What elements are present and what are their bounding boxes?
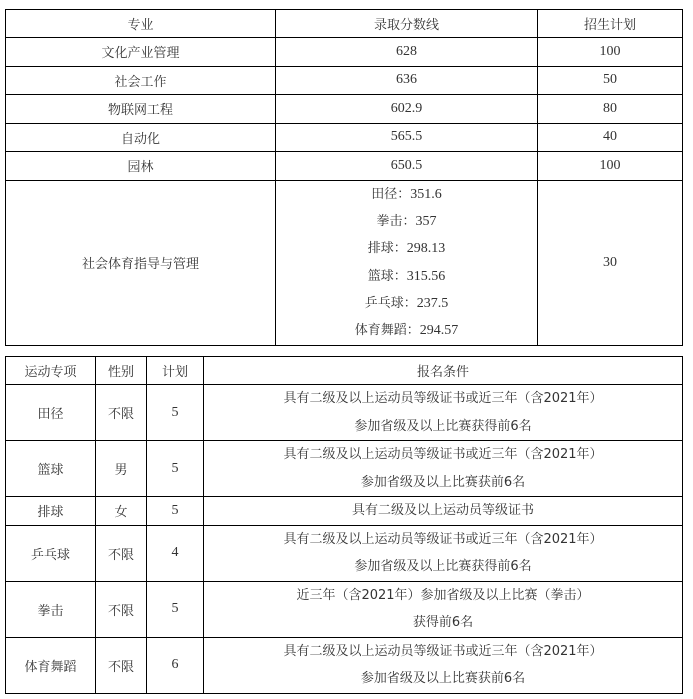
header-gender: 性别 bbox=[96, 357, 147, 385]
gender-cell: 女 bbox=[96, 497, 147, 526]
plan-cell: 50 bbox=[538, 66, 683, 95]
table-row bbox=[6, 38, 683, 67]
gender-cell: 不限 bbox=[96, 525, 147, 581]
score-line bbox=[276, 317, 537, 344]
major-cell: 自动化 bbox=[6, 123, 276, 152]
requirement-line: 具有二级及以上运动员等级证书或近三年（含2021年） bbox=[283, 391, 603, 406]
table-row-sports-major bbox=[6, 180, 683, 345]
score-label: 篮球： bbox=[367, 268, 407, 284]
header-sport: 运动专项 bbox=[6, 357, 96, 385]
score-label: 拳击： bbox=[376, 213, 416, 229]
score-line bbox=[276, 290, 537, 317]
requirements-cell bbox=[204, 385, 683, 441]
requirement-line: 近三年（含2021年）参加省级及以上比赛（拳击） bbox=[296, 587, 590, 603]
plan-cell: 100 bbox=[538, 152, 683, 181]
table-row bbox=[6, 497, 683, 526]
major-cell: 社会工作 bbox=[6, 66, 276, 95]
score-value: 298.13 bbox=[406, 241, 446, 257]
gender-cell: 不限 bbox=[96, 385, 147, 441]
table-header-row bbox=[6, 10, 683, 38]
admission-score-table bbox=[5, 9, 683, 346]
major-cell: 文化产业管理 bbox=[6, 38, 276, 67]
major-cell: 园林 bbox=[6, 152, 276, 181]
table-row bbox=[6, 152, 683, 181]
sports-requirements-table bbox=[5, 356, 683, 694]
score-cell: 650.5 bbox=[276, 152, 538, 181]
gender-cell: 不限 bbox=[96, 581, 147, 637]
plan-cell: 40 bbox=[538, 123, 683, 152]
sport-cell: 体育舞蹈 bbox=[6, 637, 96, 693]
score-value: 315.56 bbox=[406, 268, 446, 284]
score-value: 351.6 bbox=[410, 186, 442, 202]
plan-cell: 5 bbox=[147, 497, 204, 526]
requirement-line: 参加省级及以上比赛获得前6名 bbox=[354, 559, 532, 574]
header-major: 专业 bbox=[6, 10, 276, 38]
requirement-line: 参加省级及以上比赛获前6名 bbox=[360, 671, 526, 686]
sport-cell: 篮球 bbox=[6, 441, 96, 497]
score-value: 357 bbox=[415, 213, 437, 229]
score-value: 294.57 bbox=[419, 323, 459, 339]
table-row bbox=[6, 95, 683, 124]
score-line bbox=[276, 208, 537, 235]
header-score: 录取分数线 bbox=[276, 10, 538, 38]
table-header-row bbox=[6, 357, 683, 385]
score-value: 237.5 bbox=[416, 295, 449, 311]
table-row bbox=[6, 637, 683, 693]
score-label: 田径： bbox=[371, 186, 411, 202]
score-cell: 602.9 bbox=[276, 95, 538, 124]
plan-cell: 4 bbox=[147, 525, 204, 581]
score-label: 排球： bbox=[367, 241, 407, 257]
score-line bbox=[276, 181, 537, 208]
plan-cell: 30 bbox=[538, 180, 683, 345]
table-row bbox=[6, 525, 683, 581]
gender-cell: 男 bbox=[96, 441, 147, 497]
requirement-line: 参加省级及以上比赛获得前6名 bbox=[354, 418, 532, 434]
plan-cell: 5 bbox=[147, 385, 204, 441]
requirement-line: 参加省级及以上比赛获前6名 bbox=[360, 474, 526, 490]
sport-cell: 拳击 bbox=[6, 581, 96, 637]
table-row bbox=[6, 581, 683, 637]
requirement-line: 具有二级及以上运动员等级证书 bbox=[351, 503, 534, 518]
requirements-cell bbox=[204, 441, 683, 497]
requirement-line: 具有二级及以上运动员等级证书或近三年（含2021年） bbox=[283, 643, 603, 659]
plan-cell: 100 bbox=[538, 38, 683, 67]
score-line bbox=[276, 263, 537, 290]
sport-cell: 乒乓球 bbox=[6, 525, 96, 581]
header-plan: 计划 bbox=[147, 357, 204, 385]
score-label: 体育舞蹈： bbox=[354, 323, 420, 339]
sport-cell: 排球 bbox=[6, 497, 96, 526]
requirements-cell bbox=[204, 497, 683, 526]
major-cell: 社会体育指导与管理 bbox=[6, 180, 276, 345]
requirements-cell bbox=[204, 637, 683, 693]
score-label: 乒乓球： bbox=[364, 295, 417, 311]
table-row bbox=[6, 385, 683, 441]
gender-cell: 不限 bbox=[96, 637, 147, 693]
plan-cell: 5 bbox=[147, 581, 204, 637]
header-requirements: 报名条件 bbox=[204, 357, 683, 385]
sport-cell: 田径 bbox=[6, 385, 96, 441]
score-line bbox=[276, 235, 537, 262]
score-list-cell bbox=[276, 180, 538, 345]
requirement-line: 获得前6名 bbox=[412, 615, 474, 630]
score-cell: 565.5 bbox=[276, 123, 538, 152]
plan-cell: 80 bbox=[538, 95, 683, 124]
requirements-cell bbox=[204, 525, 683, 581]
table-row bbox=[6, 441, 683, 497]
table-row bbox=[6, 123, 683, 152]
requirement-line: 具有二级及以上运动员等级证书或近三年（含2021年） bbox=[283, 531, 603, 547]
requirement-line: 具有二级及以上运动员等级证书或近三年（含2021年） bbox=[283, 447, 603, 462]
major-cell: 物联网工程 bbox=[6, 95, 276, 124]
table-row bbox=[6, 66, 683, 95]
score-cell: 628 bbox=[276, 38, 538, 67]
plan-cell: 5 bbox=[147, 441, 204, 497]
requirements-cell bbox=[204, 581, 683, 637]
plan-cell: 6 bbox=[147, 637, 204, 693]
header-plan: 招生计划 bbox=[538, 10, 683, 38]
score-cell: 636 bbox=[276, 66, 538, 95]
